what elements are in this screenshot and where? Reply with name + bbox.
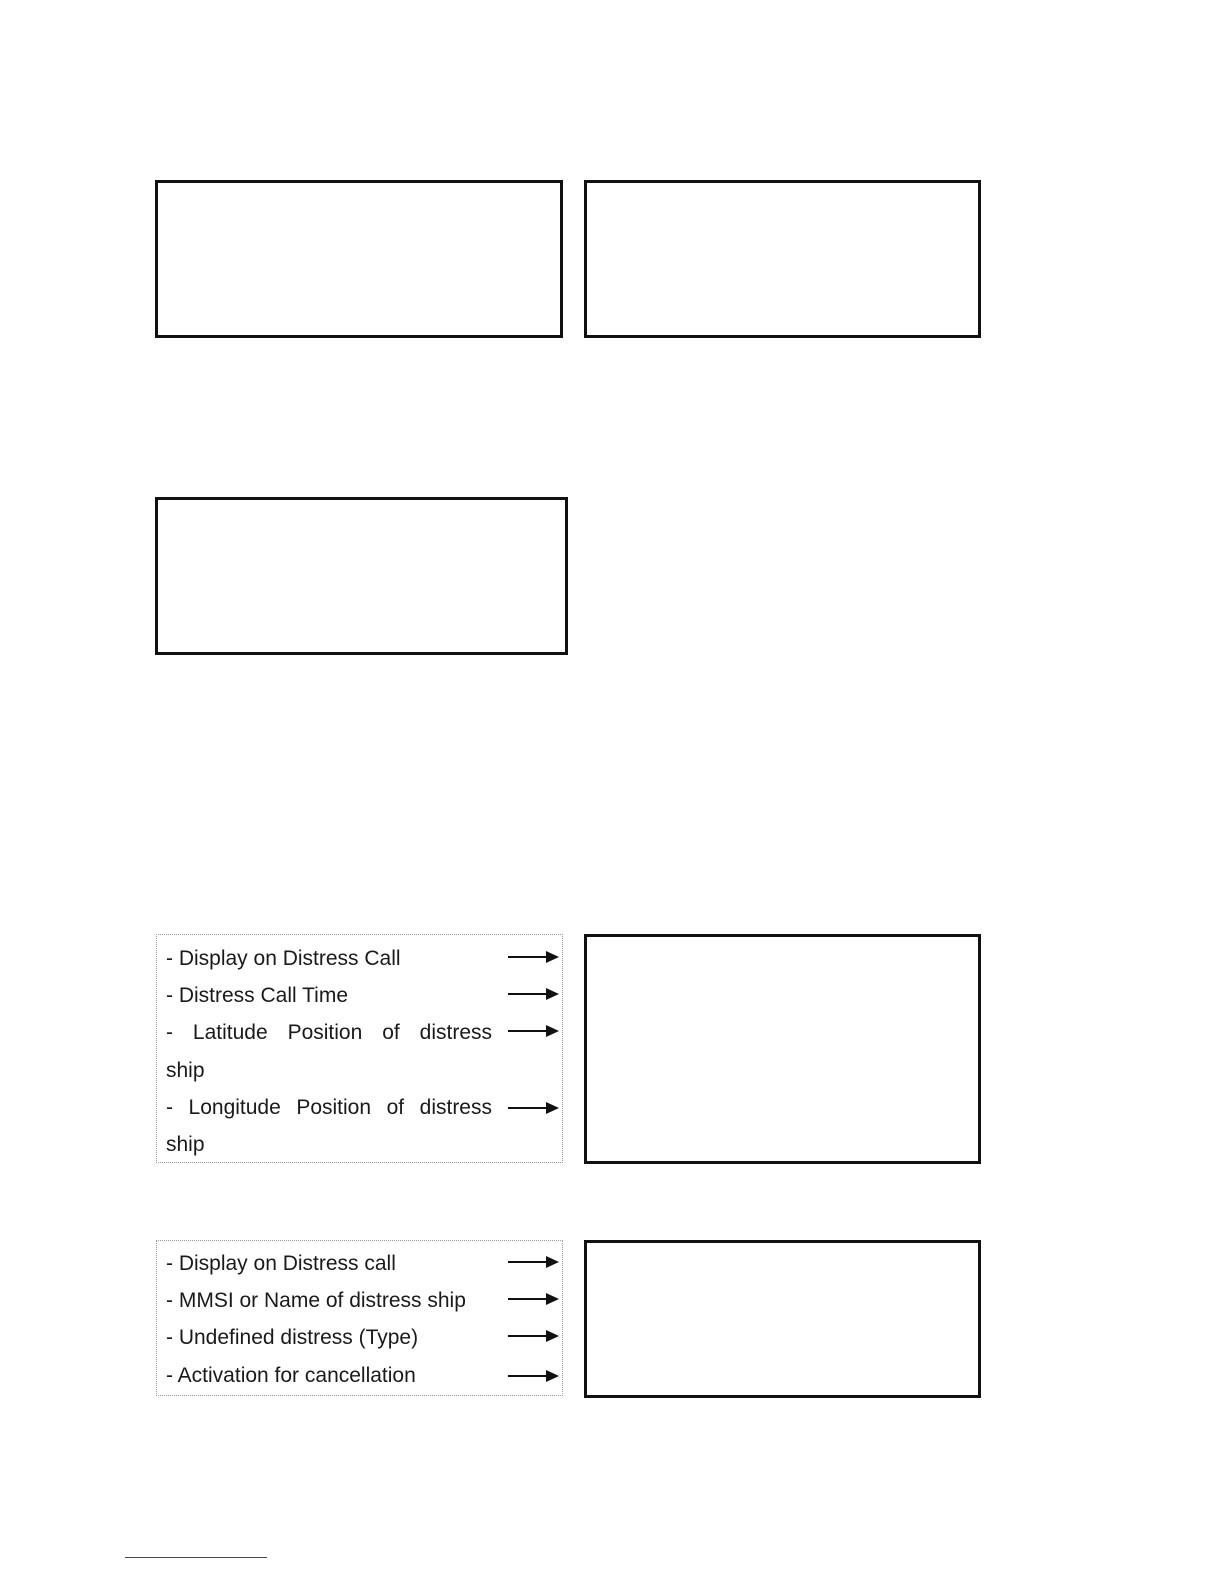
display-frame-1 (155, 180, 563, 338)
right-arrow-icon (508, 950, 560, 964)
display-frame-2 (584, 180, 981, 338)
list-item: - Longitude Position of distress (166, 1096, 492, 1119)
list-item: ship (166, 1133, 205, 1156)
distress-call-display-list (156, 1240, 563, 1396)
right-arrow-icon (508, 1024, 560, 1038)
right-arrow-icon (508, 987, 560, 1001)
display-frame-5 (584, 1240, 981, 1398)
right-arrow-icon (508, 1292, 560, 1306)
list-item: - MMSI or Name of distress ship (166, 1289, 466, 1312)
list-item: - Distress Call Time (166, 984, 349, 1007)
display-frame-4 (584, 934, 981, 1164)
list-item: - Activation for cancellation (166, 1364, 416, 1387)
right-arrow-icon (508, 1329, 560, 1343)
list-item: - Display on Distress Call (166, 947, 401, 970)
list-item: - Display on Distress call (166, 1252, 396, 1275)
right-arrow-icon (508, 1369, 560, 1383)
list-item: ship (166, 1059, 205, 1082)
right-arrow-icon (508, 1255, 560, 1269)
distress-call-info-list (156, 934, 563, 1163)
display-frame-3 (155, 497, 568, 655)
list-item: - Undefined distress (Type) (166, 1326, 419, 1349)
footnote-separator (125, 1557, 267, 1558)
list-item: - Latitude Position of distress (166, 1021, 492, 1044)
right-arrow-icon (508, 1101, 560, 1115)
